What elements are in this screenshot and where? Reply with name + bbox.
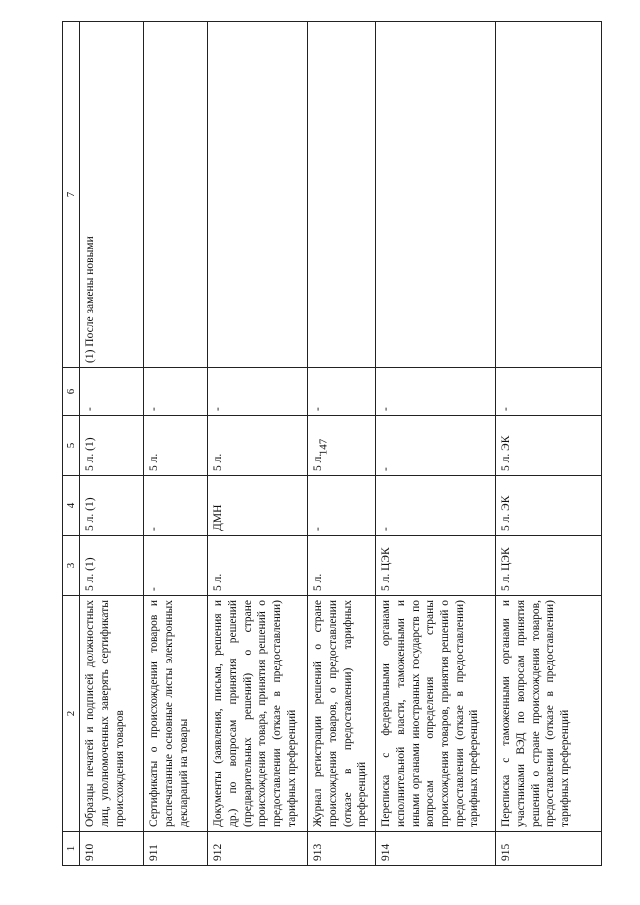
column-header: 6: [63, 368, 80, 416]
record-title: Переписка с федеральными органами исполнительной власти, таможенными и иными органами иностранных государств по вопросам определения страны происхождения товаров, принятия решений о предоставлении (отказе в предоставлении) тарифных преференций: [376, 596, 496, 832]
header-row: [63, 22, 80, 866]
column-header: 7: [63, 22, 80, 368]
retention-cell: 5 л.: [208, 416, 308, 476]
table-row: [80, 22, 144, 866]
retention-cell: -: [376, 476, 496, 536]
retention-cell: -: [144, 536, 208, 596]
retention-cell: 5 л. ЭК: [496, 476, 602, 536]
column-header: 2: [63, 596, 80, 832]
column-header: 1: [63, 832, 80, 866]
record-title: Журнал регистрации решений о стране происхождения товаров, о предоставлении (отказе в предоставлении) тарифных преференций: [308, 596, 376, 832]
record-title: Образцы печатей и подписей должностных лиц, уполномоченных заверять сертификаты происхождения товаров: [80, 596, 144, 832]
record-title: Переписка с таможенными органами и участниками ВЭД по вопросам принятия решений о стране происхождения товаров, предоставлении (отказе в предоставлении) тарифных преференций: [496, 596, 602, 832]
retention-cell: 5 л. ЦЭК: [496, 536, 602, 596]
retention-cell: -: [308, 368, 376, 416]
note-cell: [144, 22, 208, 368]
row-number: 911: [144, 832, 208, 866]
column-header: 4: [63, 476, 80, 536]
retention-cell: 5 л. ЭК: [496, 416, 602, 476]
retention-cell: -: [144, 476, 208, 536]
note-cell: [208, 22, 308, 368]
table-row: [496, 22, 602, 866]
note-cell: [308, 22, 376, 368]
records-table: [62, 21, 602, 866]
retention-cell: ДМН: [208, 476, 308, 536]
table-row: [208, 22, 308, 866]
page-number: 147: [317, 438, 330, 456]
retention-cell: 5 л.: [144, 416, 208, 476]
table-row: [308, 22, 376, 866]
row-number: 913: [308, 832, 376, 866]
retention-cell: -: [308, 476, 376, 536]
record-title: Сертификаты о происхождении товаров и распечатанные основные листы электронных деклараций на товары: [144, 596, 208, 832]
row-number: 910: [80, 832, 144, 866]
retention-cell: 5 л.: [308, 536, 376, 596]
retention-cell: 5 л.: [308, 416, 376, 476]
rotated-table-wrapper: [62, 22, 602, 866]
row-number: 915: [496, 832, 602, 866]
row-number: 912: [208, 832, 308, 866]
retention-cell: -: [496, 368, 602, 416]
retention-cell: 5 л. ЦЭК: [376, 536, 496, 596]
note-cell: [376, 22, 496, 368]
retention-cell: 5 л. (1): [80, 416, 144, 476]
table-row: [376, 22, 496, 866]
note-cell: (1) После замены новыми: [80, 22, 144, 368]
record-title: Документы (заявления, письма, решения и др.) по вопросам принятия решений (предварительных решений) о стране происхождения товара, принятия решений о предоставлении (отказе в предоставлении) тарифных преференций: [208, 596, 308, 832]
note-cell: [496, 22, 602, 368]
table-row: [144, 22, 208, 866]
column-header: 5: [63, 416, 80, 476]
column-header: 3: [63, 536, 80, 596]
retention-cell: 5 л. (1): [80, 476, 144, 536]
retention-cell: -: [376, 368, 496, 416]
retention-cell: 5 л.: [208, 536, 308, 596]
retention-cell: 5 л. (1): [80, 536, 144, 596]
row-number: 914: [376, 832, 496, 866]
retention-cell: -: [208, 368, 308, 416]
retention-cell: -: [144, 368, 208, 416]
retention-cell: -: [376, 416, 496, 476]
retention-cell: -: [80, 368, 144, 416]
